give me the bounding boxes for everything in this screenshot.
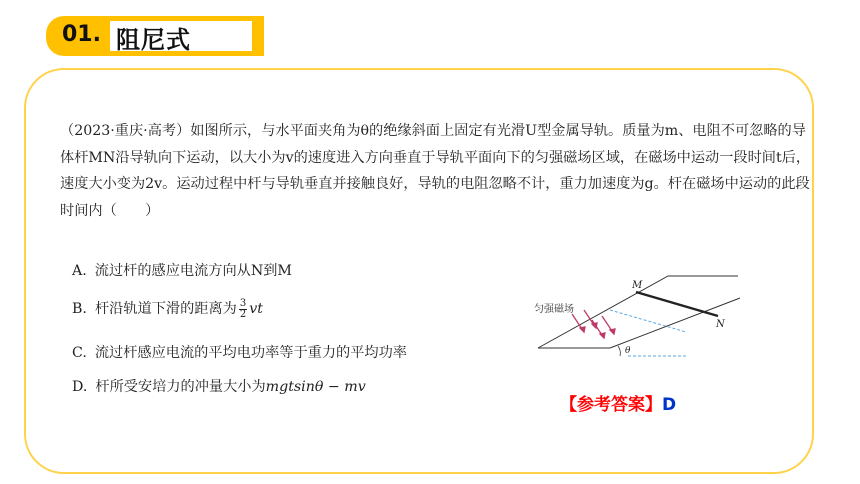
field-label: 匀强磁场 bbox=[534, 304, 574, 315]
option-d[interactable] bbox=[72, 376, 366, 398]
fraction-denominator: 2 bbox=[239, 308, 247, 320]
section-tag bbox=[46, 16, 264, 56]
angle-arc bbox=[618, 346, 620, 356]
option-label: A. bbox=[72, 263, 87, 279]
answer-label: 【参考答案】 bbox=[560, 395, 662, 415]
section-title: 阻尼式 bbox=[116, 26, 191, 54]
label-m: M bbox=[632, 280, 643, 291]
option-text: 流过杆的感应电流方向从N到M bbox=[94, 263, 292, 279]
option-text: 流过杆感应电流的平均电功率等于重力的平均功率 bbox=[94, 345, 407, 361]
answer-line bbox=[560, 390, 676, 415]
question-stem: （2023·重庆·高考）如图所示，与水平面夹角为θ的绝缘斜面上固定有光滑U型金属导轨。质量为m、电阻不可忽略的导体杆MN沿导轨向下运动，以大小为v的速度进入方向垂直于导轨平面向下的匀强磁场区域，在磁场中运动一段时间t后，速度大小变为2v。运动过程中杆与导轨垂直并接触良好，导轨的电阻忽略不计，重力加速度为g。杆在磁场中运动的此段时间内（ ） bbox=[60, 123, 811, 219]
option-c[interactable] bbox=[72, 342, 407, 364]
fraction-numerator: 3 bbox=[239, 297, 247, 309]
fraction bbox=[239, 299, 247, 320]
option-b[interactable] bbox=[72, 298, 263, 320]
option-label: C. bbox=[72, 345, 87, 361]
label-theta: θ bbox=[625, 346, 631, 356]
field-arrows bbox=[572, 310, 615, 338]
incline-rail-diagram bbox=[528, 272, 758, 382]
option-text: 杆所受安培力的冲量大小为 bbox=[95, 379, 266, 395]
option-text: 杆沿轨道下滑的距离为 bbox=[94, 301, 237, 317]
label-n: N bbox=[716, 319, 725, 330]
option-label: B. bbox=[72, 301, 87, 317]
option-label: D. bbox=[72, 379, 88, 395]
option-math: vt bbox=[249, 301, 263, 317]
section-number: 01. bbox=[62, 22, 101, 47]
option-math: mgtsinθ − mv bbox=[265, 379, 366, 395]
field-boundary bbox=[610, 310, 686, 332]
answer-value: D bbox=[662, 395, 677, 415]
option-a[interactable] bbox=[72, 260, 292, 282]
rod-mn bbox=[636, 292, 718, 316]
